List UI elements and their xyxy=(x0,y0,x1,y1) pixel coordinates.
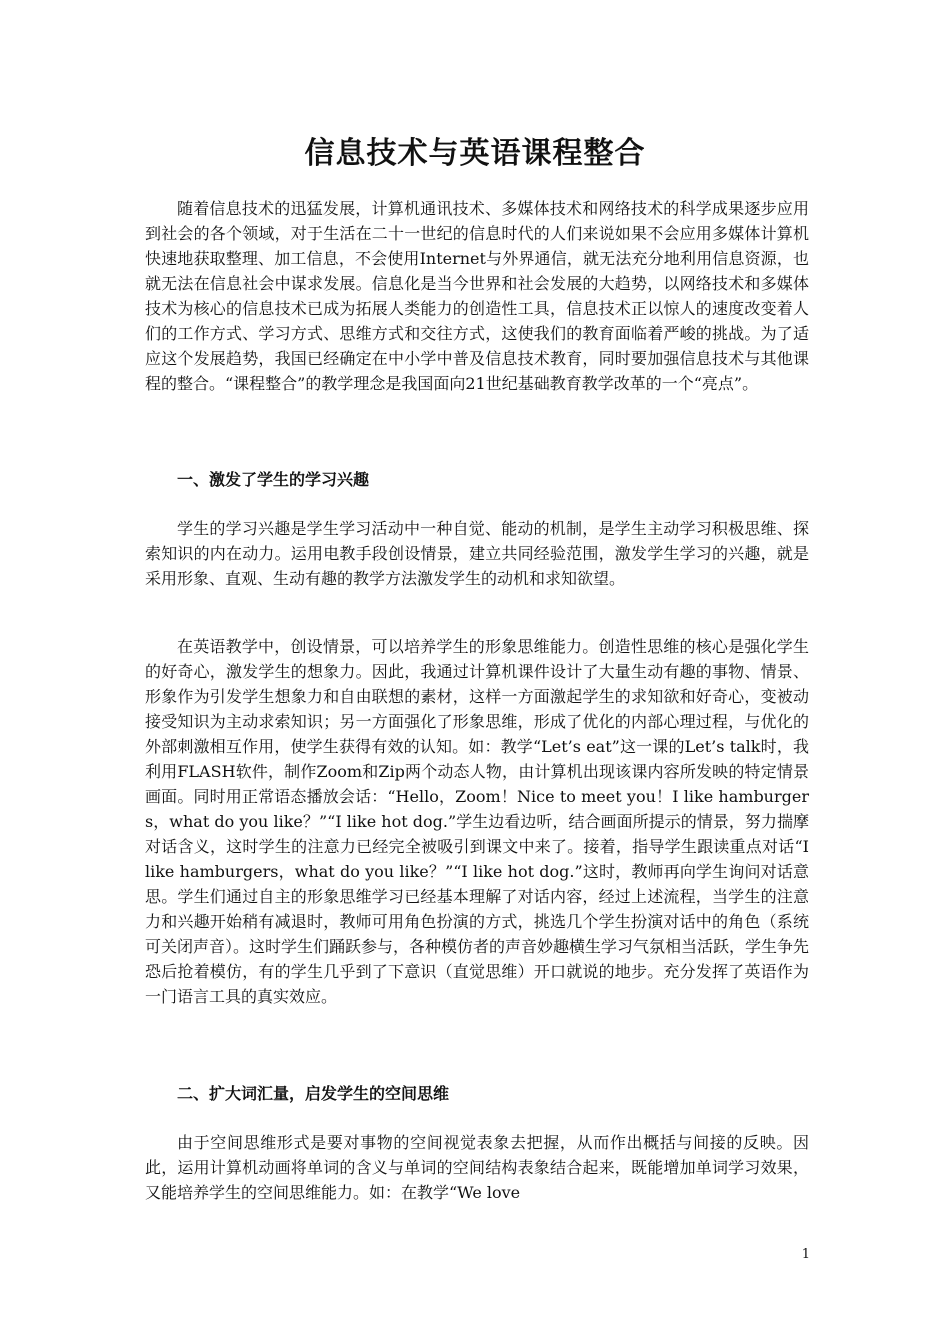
section2-paragraph-1: 由于空间思维形式是要对事物的空间视觉表象去把握，从而作出概括与间接的反映。因此，运用计算机动画将单词的含义与单词的空间结构表象结合起来，既能增加单词学习效果，又能培养学生的空间思维能力。如：在教学“We love xyxy=(145,1133,809,1202)
section-heading-1: 一、激发了学生的学习兴趣 xyxy=(177,470,370,489)
document-title: 信息技术与英语课程整合 xyxy=(304,136,646,171)
intro-paragraph: 随着信息技术的迅猛发展，计算机通讯技术、多媒体技术和网络技术的科学成果逐步应用到社会的各个领域，对于生活在二十一世纪的信息时代的人们来说如果不会应用多媒体计算机快速地获取整理、加工信息，不会使用Internet与外界通信，就无法充分地利用信息资源，也就无法在信息社会中谋求发展。信息化是当今世界和社会发展的大趋势，以网络技术和多媒体技术为核心的信息技术已成为拓展人类能力的创造性工具，信息技术正以惊人的速度改变着人们的工作方式、学习方式、思维方式和交往方式，这使我们的教育面临着严峻的挑战。为了适应这个发展趋势，我国已经确定在中小学中普及信息技术教育，同时要加强信息技术与其他课程的整合。“课程整合”的教学理念是我国面向21世纪基础教育教学改革的一个“亮点”。 xyxy=(145,199,809,393)
section1-paragraph-2: 在英语教学中，创设情景，可以培养学生的形象思维能力。创造性思维的核心是强化学生的好奇心，激发学生的想象力。因此，我通过计算机课件设计了大量生动有趣的事物、情景、形象作为引发学生想象力和自由联想的素材，这样一方面激起学生的求知欲和好奇心，变被动接受知识为主动求索知识；另一方面强化了形象思维，形成了优化的内部心理过程，与优化的外部刺激相互作用，使学生获得有效的认知。如：教学“Let’s eat”这一课的Let’s talk时，我利用FLASH软件，制作Zoom和Zip两个动态人物，由计算机出现该课内容所发映的特定情景画面。同时用正常语态播放会话：“Hello，Zoom！Nice to meet you！I like hamburgers，what do you like？”“I like hot dog.”学生边看边听，结合画面所提示的情景，努力揣摩对话含义，这时学生的注意力已经完全被吸引到课文中来了。接着，指导学生跟读重点对话“I like hamburgers，what do you like？”“I like hot dog.”这时，教师再向学生询问对话意思。学生们通过自主的形象思维学习已经基本理解了对话内容，经过上述流程，当学生的注意力和兴趣开始稍有减退时，教师可用角色扮演的方式，挑选几个学生扮演对话中的角色（系统可关闭声音）。这时学生们踊跃参与，各种模仿者的声音妙趣横生学习气氛相当活跃，学生争先恐后抢着模仿，有的学生几乎到了下意识（直觉思维）开口就说的地步。充分发挥了英语作为一门语言工具的真实效应。 xyxy=(145,637,810,1006)
page-number: 1 xyxy=(801,1247,810,1262)
section-heading-2: 二、扩大词汇量，启发学生的空间思维 xyxy=(177,1084,450,1103)
section1-paragraph-1: 学生的学习兴趣是学生学习活动中一种自觉、能动的机制，是学生主动学习积极思维、探索知识的内在动力。运用电教手段创设情景，建立共同经验范围，激发学生学习的兴趣，就是采用形象、直观、生动有趣的教学方法激发学生的动机和求知欲望。 xyxy=(145,519,809,588)
